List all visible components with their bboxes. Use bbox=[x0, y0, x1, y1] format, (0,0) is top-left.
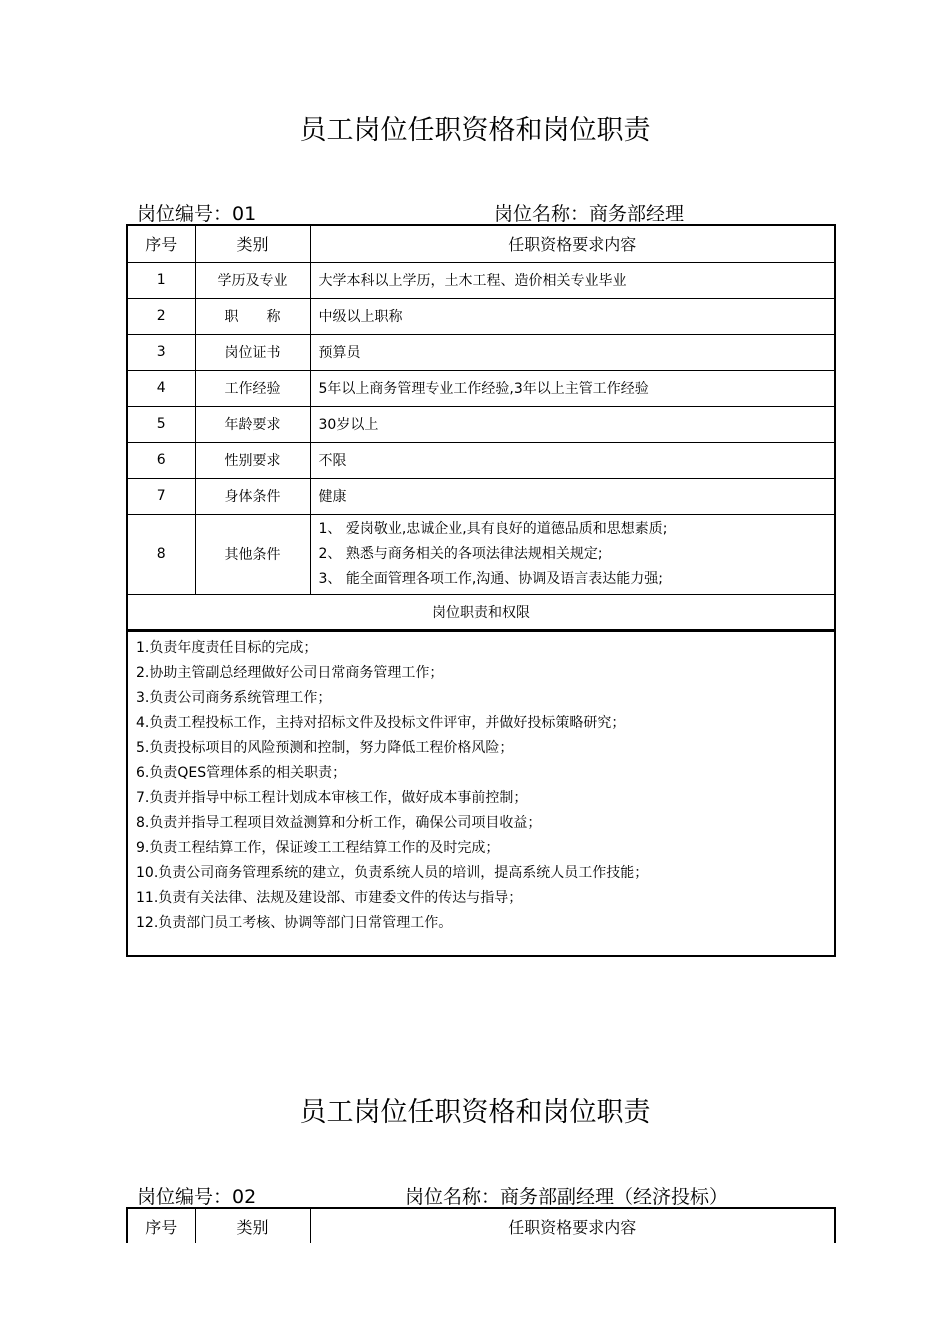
table-row bbox=[128, 442, 834, 478]
row-content-list bbox=[310, 514, 834, 594]
duty-item: 12.负责部门员工考核、协调等部门日常管理工作。 bbox=[136, 915, 453, 931]
row-category: 年龄要求 bbox=[195, 406, 310, 442]
row-category: 身体条件 bbox=[195, 478, 310, 514]
header-no: 序号 bbox=[128, 1209, 195, 1243]
row-no: 2 bbox=[128, 298, 195, 334]
row-content: 预算员 bbox=[310, 334, 834, 370]
row-no: 3 bbox=[128, 334, 195, 370]
duty-item: 5.负责投标项目的风险预测和控制，努力降低工程价格风险； bbox=[136, 740, 514, 756]
header-content: 任职资格要求内容 bbox=[310, 226, 834, 262]
row-content: 30岁以上 bbox=[310, 406, 834, 442]
condition-line: 2、 熟悉与商务相关的各项法律法规相关规定; bbox=[318, 545, 603, 562]
row-no: 8 bbox=[128, 514, 195, 594]
row-no: 4 bbox=[128, 370, 195, 406]
condition-line: 3、 能全面管理各项工作,沟通、协调及语言表达能力强; bbox=[318, 570, 664, 587]
row-content: 健康 bbox=[310, 478, 834, 514]
condition-line: 1、 爱岗敬业,忠诚企业,具有良好的道德品质和思想素质; bbox=[318, 520, 668, 537]
row-no: 6 bbox=[128, 442, 195, 478]
duty-item: 4.负责工程投标工作，主持对招标文件及投标文件评审，并做好投标策略研究； bbox=[136, 715, 626, 731]
position-name-2: 岗位名称：商务部副经理（经济投标） bbox=[405, 1186, 729, 1208]
qualification-table-2 bbox=[126, 1207, 836, 1243]
duty-item: 6.负责QES管理体系的相关职责； bbox=[136, 765, 347, 781]
table-header-row bbox=[128, 1209, 834, 1243]
table-row-other-conditions bbox=[128, 514, 834, 594]
row-category: 岗位证书 bbox=[195, 334, 310, 370]
row-content: 中级以上职称 bbox=[310, 298, 834, 334]
row-category: 其他条件 bbox=[195, 514, 310, 594]
document-title-1: 员工岗位任职资格和岗位职责 bbox=[299, 115, 651, 146]
duty-item: 3.负责公司商务系统管理工作； bbox=[136, 690, 332, 706]
table-row bbox=[128, 370, 834, 406]
table-row bbox=[128, 262, 834, 298]
qualification-table-1 bbox=[126, 224, 836, 957]
row-category: 学历及专业 bbox=[195, 262, 310, 298]
document-title-2: 员工岗位任职资格和岗位职责 bbox=[299, 1097, 651, 1128]
table-row bbox=[128, 406, 834, 442]
duty-item: 7.负责并指导中标工程计划成本审核工作，做好成本事前控制； bbox=[136, 790, 528, 806]
row-category: 性别要求 bbox=[195, 442, 310, 478]
row-category: 工作经验 bbox=[195, 370, 310, 406]
table-header-row bbox=[128, 226, 834, 262]
position-code-1: 岗位编号：01 bbox=[137, 203, 257, 225]
duty-item: 10.负责公司商务管理系统的建立，负责系统人员的培训，提高系统人员工作技能； bbox=[136, 865, 649, 881]
row-no: 5 bbox=[128, 406, 195, 442]
header-no: 序号 bbox=[128, 226, 195, 262]
table-row bbox=[128, 334, 834, 370]
row-content: 5年以上商务管理专业工作经验,3年以上主管工作经验 bbox=[310, 370, 834, 406]
duties-list bbox=[128, 630, 834, 957]
header-category: 类别 bbox=[195, 226, 310, 262]
duties-title: 岗位职责和权限 bbox=[128, 594, 834, 629]
table-row bbox=[128, 478, 834, 514]
table-row bbox=[128, 298, 834, 334]
duties-title-row bbox=[128, 594, 834, 629]
row-content: 不限 bbox=[310, 442, 834, 478]
duty-item: 9.负责工程结算工作，保证竣工工程结算工作的及时完成； bbox=[136, 840, 500, 856]
row-category: 职 称 bbox=[195, 298, 310, 334]
duty-item: 8.负责并指导工程项目效益测算和分析工作，确保公司项目收益； bbox=[136, 815, 542, 831]
header-category: 类别 bbox=[195, 1209, 310, 1243]
row-no: 1 bbox=[128, 262, 195, 298]
header-content: 任职资格要求内容 bbox=[310, 1209, 834, 1243]
duty-item: 1.负责年度责任目标的完成； bbox=[136, 640, 318, 656]
row-content: 大学本科以上学历，土木工程、造价相关专业毕业 bbox=[310, 262, 834, 298]
position-code-2: 岗位编号：02 bbox=[137, 1186, 257, 1208]
duty-item: 11.负责有关法律、法规及建设部、市建委文件的传达与指导； bbox=[136, 890, 523, 906]
duty-item: 2.协助主管副总经理做好公司日常商务管理工作； bbox=[136, 665, 444, 681]
row-no: 7 bbox=[128, 478, 195, 514]
position-name-1: 岗位名称：商务部经理 bbox=[494, 203, 685, 225]
